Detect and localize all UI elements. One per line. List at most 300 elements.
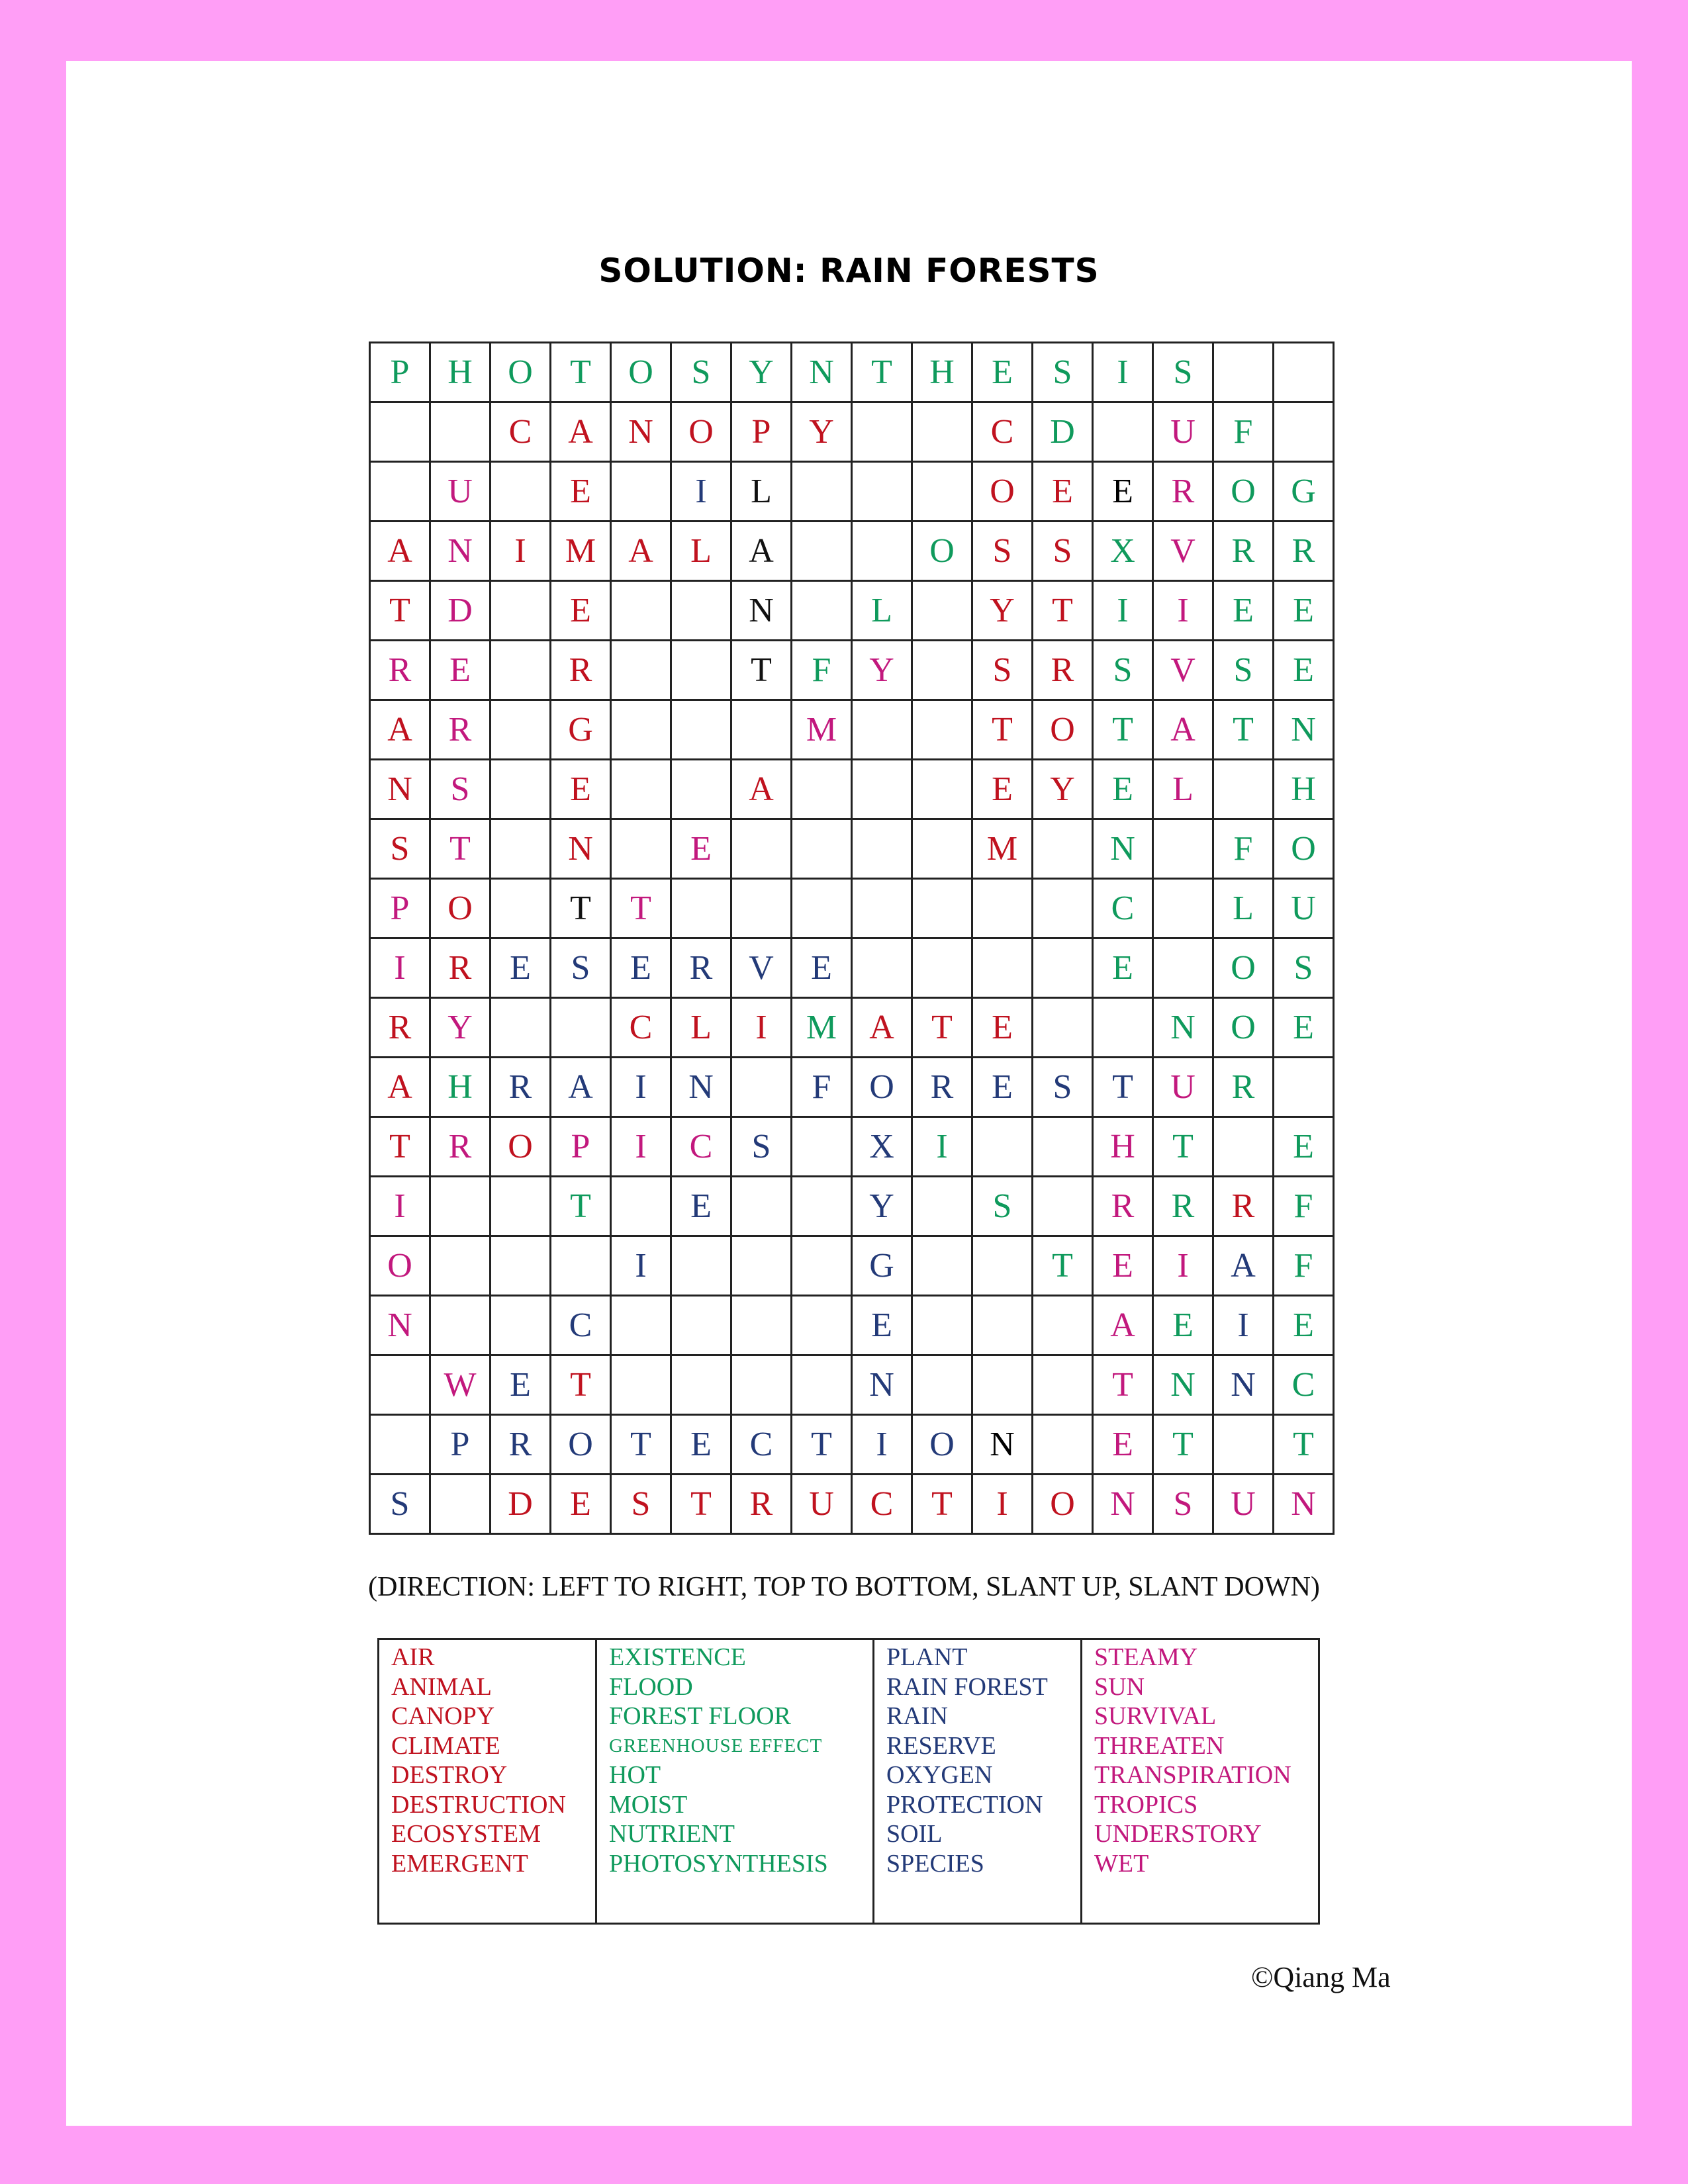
grid-cell xyxy=(731,1177,792,1236)
grid-cell xyxy=(491,819,551,879)
grid-cell xyxy=(792,879,852,938)
grid-cell xyxy=(1274,343,1334,402)
grid-cell: T xyxy=(430,819,491,879)
grid-cell: R xyxy=(1093,1177,1153,1236)
grid-cell: E xyxy=(1093,1415,1153,1475)
word-bank-item: RAIN xyxy=(886,1702,948,1730)
grid-cell: A xyxy=(731,760,792,819)
grid-cell xyxy=(491,641,551,700)
word-bank-item: STEAMY xyxy=(1094,1643,1198,1671)
grid-cell xyxy=(912,1236,972,1296)
grid-cell xyxy=(792,522,852,581)
grid-cell: F xyxy=(1213,819,1274,879)
grid-row xyxy=(370,879,1334,938)
grid-cell xyxy=(852,462,912,522)
grid-cell xyxy=(1033,938,1093,998)
grid-cell: Y xyxy=(852,1177,912,1236)
word-bank-column xyxy=(874,1639,1082,1924)
grid-cell: E xyxy=(972,998,1033,1058)
word-bank-item: SURVIVAL xyxy=(1094,1702,1217,1730)
grid-cell xyxy=(792,1177,852,1236)
grid-cell xyxy=(1213,343,1274,402)
grid-cell xyxy=(491,1236,551,1296)
grid-cell: O xyxy=(912,522,972,581)
grid-cell: I xyxy=(611,1117,671,1177)
grid-cell xyxy=(792,760,852,819)
grid-cell: S xyxy=(972,641,1033,700)
grid-cell: S xyxy=(1153,343,1213,402)
grid-cell xyxy=(1153,938,1213,998)
grid-row xyxy=(370,522,1334,581)
grid-cell: A xyxy=(852,998,912,1058)
grid-cell xyxy=(731,700,792,760)
grid-cell: T xyxy=(912,1475,972,1534)
grid-cell: S xyxy=(1033,343,1093,402)
grid-cell: F xyxy=(792,1058,852,1117)
grid-cell: H xyxy=(1093,1117,1153,1177)
grid-cell xyxy=(1033,1177,1093,1236)
grid-cell: I xyxy=(912,1117,972,1177)
grid-cell: S xyxy=(1274,938,1334,998)
grid-cell: G xyxy=(1274,462,1334,522)
grid-cell: E xyxy=(491,938,551,998)
grid-cell xyxy=(370,462,430,522)
grid-cell: I xyxy=(370,938,430,998)
grid-cell: R xyxy=(1153,462,1213,522)
grid-cell: T xyxy=(1033,581,1093,641)
grid-cell: O xyxy=(912,1415,972,1475)
grid-cell: E xyxy=(671,819,731,879)
grid-cell xyxy=(671,1355,731,1415)
grid-cell: I xyxy=(671,462,731,522)
grid-cell: C xyxy=(731,1415,792,1475)
grid-cell xyxy=(611,760,671,819)
grid-cell: D xyxy=(491,1475,551,1534)
grid-cell xyxy=(792,581,852,641)
word-bank-item: AIR xyxy=(391,1643,435,1671)
grid-cell xyxy=(912,581,972,641)
grid-cell xyxy=(852,402,912,462)
page-title: SOLUTION: RAIN FORESTS xyxy=(598,251,1100,290)
grid-cell: R xyxy=(731,1475,792,1534)
grid-cell: T xyxy=(792,1415,852,1475)
grid-cell: U xyxy=(430,462,491,522)
word-bank-item: PROTECTION xyxy=(886,1790,1043,1819)
grid-cell: R xyxy=(1033,641,1093,700)
grid-cell xyxy=(792,1355,852,1415)
grid-cell: L xyxy=(852,581,912,641)
grid-cell: I xyxy=(611,1058,671,1117)
grid-cell: H xyxy=(912,343,972,402)
grid-cell: A xyxy=(370,700,430,760)
grid-cell: M xyxy=(792,998,852,1058)
word-bank-item: MOIST xyxy=(609,1790,688,1819)
grid-cell xyxy=(972,938,1033,998)
grid-cell: G xyxy=(852,1236,912,1296)
grid-cell: P xyxy=(370,343,430,402)
grid-cell: A xyxy=(1213,1236,1274,1296)
word-bank-item: HOT xyxy=(609,1761,661,1789)
grid-cell xyxy=(731,1296,792,1355)
grid-cell: N xyxy=(1093,1475,1153,1534)
grid-cell: N xyxy=(1213,1355,1274,1415)
grid-cell: E xyxy=(1153,1296,1213,1355)
word-bank xyxy=(377,1638,1320,1925)
grid-cell: A xyxy=(370,1058,430,1117)
grid-cell: R xyxy=(671,938,731,998)
grid-cell: Y xyxy=(972,581,1033,641)
grid-cell: C xyxy=(551,1296,611,1355)
word-bank-item: EMERGENT xyxy=(391,1849,528,1878)
grid-cell: L xyxy=(1213,879,1274,938)
grid-cell: O xyxy=(671,402,731,462)
grid-cell xyxy=(611,581,671,641)
copyright: ©Qiang Ma xyxy=(1251,1961,1391,1993)
word-bank-item: RESERVE xyxy=(886,1731,996,1760)
grid-cell: E xyxy=(1093,938,1153,998)
grid-cell xyxy=(912,879,972,938)
grid-cell: C xyxy=(1274,1355,1334,1415)
grid-row xyxy=(370,343,1334,402)
grid-cell: P xyxy=(551,1117,611,1177)
grid-cell: L xyxy=(671,998,731,1058)
grid-cell xyxy=(972,879,1033,938)
grid-cell: U xyxy=(1153,1058,1213,1117)
grid-cell xyxy=(792,462,852,522)
grid-cell: D xyxy=(1033,402,1093,462)
grid-cell xyxy=(1093,998,1153,1058)
grid-cell: E xyxy=(1274,1117,1334,1177)
grid-cell xyxy=(491,879,551,938)
word-bank-item: NUTRIENT xyxy=(609,1820,735,1848)
grid-cell xyxy=(491,1296,551,1355)
grid-cell xyxy=(1153,819,1213,879)
grid-cell: E xyxy=(972,1058,1033,1117)
grid-cell xyxy=(491,581,551,641)
grid-cell: T xyxy=(1093,700,1153,760)
grid-cell: T xyxy=(912,998,972,1058)
grid-cell: U xyxy=(1153,402,1213,462)
grid-cell: R xyxy=(430,1117,491,1177)
grid-cell: I xyxy=(1153,1236,1213,1296)
grid-row xyxy=(370,700,1334,760)
grid-cell: R xyxy=(1213,522,1274,581)
direction-note: (DIRECTION: LEFT TO RIGHT, TOP TO BOTTOM, SLANT UP, SLANT DOWN) xyxy=(368,1572,1320,1602)
grid-row xyxy=(370,1355,1334,1415)
grid-cell: R xyxy=(370,998,430,1058)
word-bank-item: FLOOD xyxy=(609,1672,693,1701)
grid-cell: R xyxy=(491,1415,551,1475)
grid-cell: R xyxy=(551,641,611,700)
grid-cell: E xyxy=(551,760,611,819)
grid-cell: P xyxy=(430,1415,491,1475)
grid-cell: C xyxy=(491,402,551,462)
grid-cell: C xyxy=(611,998,671,1058)
grid-cell xyxy=(430,402,491,462)
grid-row xyxy=(370,760,1334,819)
grid-cell: L xyxy=(671,522,731,581)
grid-cell: X xyxy=(1093,522,1153,581)
grid-cell: N xyxy=(370,1296,430,1355)
grid-cell: H xyxy=(1274,760,1334,819)
grid-cell xyxy=(611,1355,671,1415)
grid-cell: A xyxy=(1153,700,1213,760)
grid-row xyxy=(370,1475,1334,1534)
grid-cell: O xyxy=(972,462,1033,522)
grid-cell: H xyxy=(430,343,491,402)
grid-row xyxy=(370,998,1334,1058)
grid-cell: V xyxy=(731,938,792,998)
grid-cell xyxy=(551,998,611,1058)
grid-cell xyxy=(912,462,972,522)
grid-cell: T xyxy=(551,1355,611,1415)
grid-cell: E xyxy=(1093,760,1153,819)
grid-cell: O xyxy=(1033,700,1093,760)
grid-cell: O xyxy=(1033,1475,1093,1534)
grid-cell xyxy=(611,462,671,522)
grid-cell: T xyxy=(1093,1355,1153,1415)
grid-cell: N xyxy=(1093,819,1153,879)
grid-cell: N xyxy=(671,1058,731,1117)
grid-cell xyxy=(671,641,731,700)
grid-cell: Y xyxy=(792,402,852,462)
grid-cell: T xyxy=(731,641,792,700)
word-bank-item: ANIMAL xyxy=(391,1672,492,1701)
grid-cell xyxy=(1153,879,1213,938)
grid-cell xyxy=(671,1236,731,1296)
grid-cell: S xyxy=(731,1117,792,1177)
grid-row xyxy=(370,1177,1334,1236)
grid-cell xyxy=(1033,819,1093,879)
grid-cell xyxy=(671,760,731,819)
grid-cell xyxy=(430,1296,491,1355)
grid-cell: N xyxy=(611,402,671,462)
grid-cell xyxy=(731,1236,792,1296)
grid-cell: C xyxy=(671,1117,731,1177)
grid-cell: E xyxy=(1274,1296,1334,1355)
word-bank-item: OXYGEN xyxy=(886,1761,993,1789)
word-bank-column xyxy=(596,1639,874,1924)
grid-cell: A xyxy=(370,522,430,581)
grid-cell: S xyxy=(551,938,611,998)
grid-cell: E xyxy=(611,938,671,998)
grid-cell: E xyxy=(491,1355,551,1415)
grid-cell: T xyxy=(1274,1415,1334,1475)
word-bank-item: CLIMATE xyxy=(391,1731,500,1760)
grid-cell: S xyxy=(1213,641,1274,700)
grid-cell: T xyxy=(671,1475,731,1534)
grid-cell xyxy=(972,1117,1033,1177)
grid-cell: S xyxy=(1093,641,1153,700)
grid-cell: W xyxy=(430,1355,491,1415)
grid-cell: C xyxy=(1093,879,1153,938)
grid-cell: I xyxy=(1153,581,1213,641)
grid-cell: T xyxy=(972,700,1033,760)
grid-cell xyxy=(671,879,731,938)
grid-cell: S xyxy=(1153,1475,1213,1534)
grid-cell xyxy=(731,879,792,938)
grid-cell: T xyxy=(370,1117,430,1177)
grid-cell: N xyxy=(370,760,430,819)
grid-cell: N xyxy=(430,522,491,581)
grid-cell: U xyxy=(792,1475,852,1534)
grid-cell xyxy=(852,819,912,879)
grid-cell xyxy=(852,938,912,998)
grid-cell: O xyxy=(852,1058,912,1117)
grid-cell: R xyxy=(370,641,430,700)
grid-cell: S xyxy=(972,522,1033,581)
grid-cell: I xyxy=(852,1415,912,1475)
grid-cell: E xyxy=(792,938,852,998)
word-bank-item: PLANT xyxy=(886,1643,968,1671)
grid-cell: H xyxy=(430,1058,491,1117)
grid-cell xyxy=(912,819,972,879)
word-bank-item: TRANSPIRATION xyxy=(1094,1761,1291,1789)
grid-cell: I xyxy=(491,522,551,581)
grid-cell: D xyxy=(430,581,491,641)
grid-cell: E xyxy=(852,1296,912,1355)
grid-cell: A xyxy=(1093,1296,1153,1355)
grid-cell: V xyxy=(1153,641,1213,700)
grid-cell xyxy=(370,402,430,462)
grid-cell: N xyxy=(972,1415,1033,1475)
grid-cell: O xyxy=(491,1117,551,1177)
grid-cell xyxy=(1033,1296,1093,1355)
grid-cell xyxy=(792,1117,852,1177)
grid-cell: I xyxy=(972,1475,1033,1534)
grid-cell xyxy=(852,522,912,581)
grid-row xyxy=(370,1058,1334,1117)
grid-cell: S xyxy=(430,760,491,819)
grid-cell: X xyxy=(852,1117,912,1177)
grid-cell xyxy=(491,700,551,760)
grid-cell: O xyxy=(370,1236,430,1296)
word-bank-item: TROPICS xyxy=(1094,1790,1198,1819)
grid-cell: E xyxy=(972,343,1033,402)
grid-cell: P xyxy=(731,402,792,462)
grid-cell: O xyxy=(1213,938,1274,998)
grid-cell xyxy=(1213,1117,1274,1177)
grid-cell: S xyxy=(370,1475,430,1534)
grid-cell: R xyxy=(1153,1177,1213,1236)
grid-cell xyxy=(491,998,551,1058)
grid-cell: E xyxy=(1274,641,1334,700)
grid-cell: E xyxy=(1093,1236,1153,1296)
grid-cell: L xyxy=(731,462,792,522)
grid-cell xyxy=(611,1177,671,1236)
grid-cell: S xyxy=(1033,1058,1093,1117)
grid-cell: U xyxy=(1213,1475,1274,1534)
grid-cell xyxy=(852,700,912,760)
grid-row xyxy=(370,938,1334,998)
grid-cell xyxy=(611,641,671,700)
grid-cell xyxy=(551,1236,611,1296)
grid-cell: T xyxy=(551,879,611,938)
grid-cell: E xyxy=(1093,462,1153,522)
grid-cell xyxy=(370,1415,430,1475)
grid-cell: V xyxy=(1153,522,1213,581)
grid-cell xyxy=(972,1355,1033,1415)
grid-cell: E xyxy=(551,1475,611,1534)
grid-row xyxy=(370,1236,1334,1296)
grid-cell: O xyxy=(430,879,491,938)
grid-row xyxy=(370,819,1334,879)
grid-cell xyxy=(792,819,852,879)
grid-cell: G xyxy=(551,700,611,760)
grid-cell: S xyxy=(611,1475,671,1534)
grid-cell: T xyxy=(1213,700,1274,760)
grid-cell xyxy=(430,1236,491,1296)
grid-cell: E xyxy=(1274,581,1334,641)
grid-cell xyxy=(731,819,792,879)
grid-cell xyxy=(370,1355,430,1415)
grid-cell: L xyxy=(1153,760,1213,819)
grid-cell: R xyxy=(430,700,491,760)
word-bank-item: SPECIES xyxy=(886,1849,984,1878)
grid-cell: M xyxy=(551,522,611,581)
grid-cell: O xyxy=(611,343,671,402)
grid-cell xyxy=(1033,1415,1093,1475)
grid-cell: A xyxy=(551,1058,611,1117)
grid-cell xyxy=(912,700,972,760)
word-bank-item: CANOPY xyxy=(391,1702,495,1730)
grid-cell: S xyxy=(370,819,430,879)
grid-cell: M xyxy=(972,819,1033,879)
grid-row xyxy=(370,402,1334,462)
grid-cell xyxy=(611,1296,671,1355)
grid-cell: T xyxy=(370,581,430,641)
grid-row xyxy=(370,581,1334,641)
grid-cell: R xyxy=(1213,1058,1274,1117)
grid-row xyxy=(370,1117,1334,1177)
grid-cell: T xyxy=(1033,1236,1093,1296)
word-bank-column xyxy=(1082,1639,1319,1924)
grid-cell: S xyxy=(972,1177,1033,1236)
grid-cell xyxy=(731,1355,792,1415)
word-bank-item: DESTRUCTION xyxy=(391,1790,566,1819)
word-bank-item: ECOSYSTEM xyxy=(391,1820,541,1848)
word-bank-item: EXISTENCE xyxy=(609,1643,746,1671)
grid-cell xyxy=(1213,760,1274,819)
grid-cell xyxy=(671,700,731,760)
grid-cell: E xyxy=(671,1415,731,1475)
word-bank-item: WET xyxy=(1094,1849,1149,1878)
grid-cell xyxy=(972,1296,1033,1355)
grid-cell: C xyxy=(972,402,1033,462)
word-bank-item: GREENHOUSE EFFECT xyxy=(609,1735,823,1756)
word-bank-item: DESTROY xyxy=(391,1761,508,1789)
grid-cell xyxy=(430,1475,491,1534)
word-bank-column xyxy=(379,1639,596,1924)
grid-cell: I xyxy=(611,1236,671,1296)
grid-cell: N xyxy=(1153,998,1213,1058)
grid-cell: T xyxy=(551,1177,611,1236)
word-bank-item: FOREST FLOOR xyxy=(609,1702,791,1730)
grid-cell: Y xyxy=(731,343,792,402)
grid-cell: N xyxy=(1274,700,1334,760)
grid-cell: E xyxy=(551,462,611,522)
grid-cell: T xyxy=(611,1415,671,1475)
grid-cell: R xyxy=(912,1058,972,1117)
grid-cell: R xyxy=(430,938,491,998)
grid-cell: I xyxy=(1093,343,1153,402)
grid-cell xyxy=(912,938,972,998)
grid-cell: F xyxy=(1213,402,1274,462)
grid-cell: T xyxy=(611,879,671,938)
grid-cell: N xyxy=(792,343,852,402)
grid-cell: T xyxy=(1153,1117,1213,1177)
grid-cell: I xyxy=(731,998,792,1058)
